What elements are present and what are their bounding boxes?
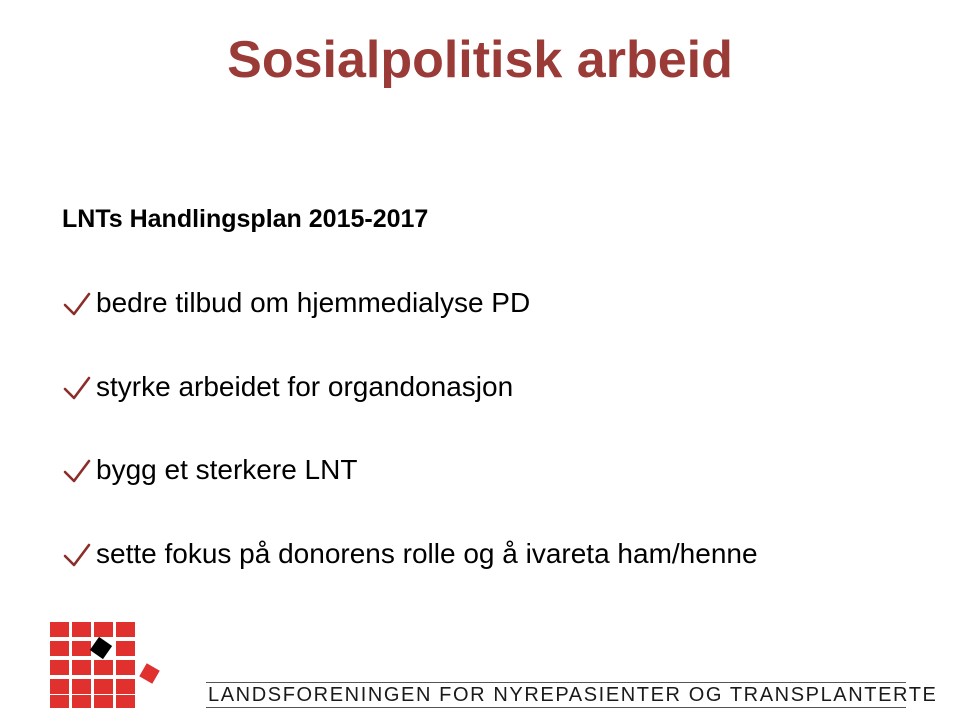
bullet-item [62,288,922,319]
footer-divider-bottom [206,707,906,708]
bullet-text: styrke arbeidet for organdonasjon [96,371,514,402]
footer-organization-name: LANDSFORENINGEN FOR NYREPASIENTER OG TRANSPLANTERTE [208,684,938,706]
bullet-item [62,455,922,486]
checkmark-icon [62,373,92,403]
bullet-text: bygg et sterkere LNT [96,454,358,485]
checkmark-icon [62,289,92,319]
bullet-item [62,539,922,570]
lnt-logo-icon [48,620,168,710]
checkmark-icon [62,540,92,570]
bullet-text: sette fokus på donorens rolle og å ivareta ham/henne [96,538,758,569]
slide-subtitle: LNTs Handlingsplan 2015-2017 [62,205,429,233]
slide-title: Sosialpolitisk arbeid [227,31,733,89]
bullet-text: bedre tilbud om hjemmedialyse PD [96,287,531,318]
bullet-item [62,372,922,403]
checkmark-icon [62,456,92,486]
